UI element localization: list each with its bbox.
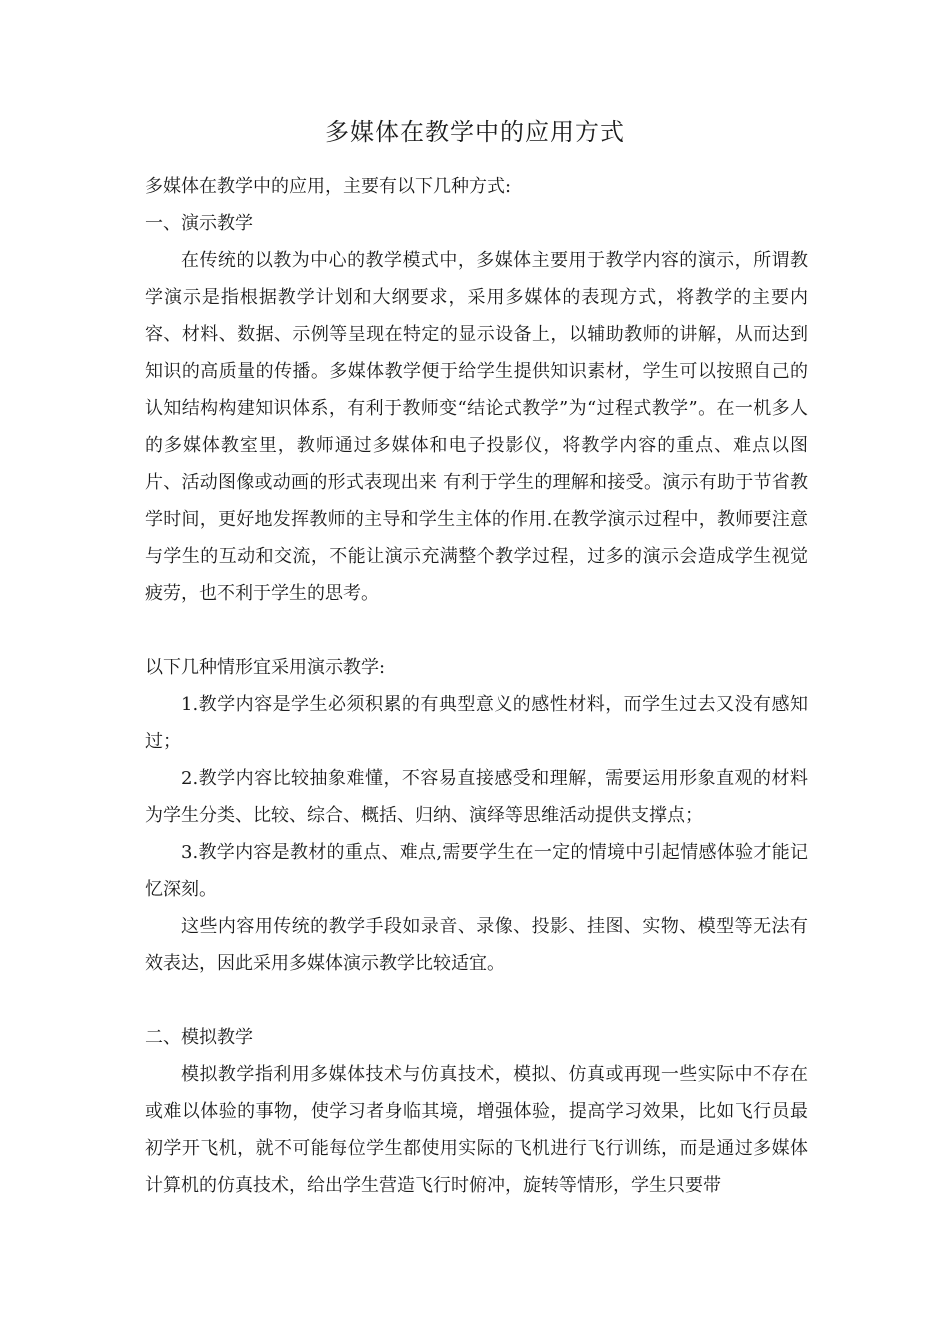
section-heading-simulation: 二、模拟教学	[145, 1027, 253, 1048]
intro-paragraph: 多媒体在教学中的应用，主要有以下几种方式:	[145, 176, 512, 197]
section-heading-demonstration: 一、演示教学	[145, 213, 253, 234]
document-body	[145, 168, 808, 1204]
case-item-1: 1.教学内容是学生必须积累的有典型意义的感性材料，而学生过去又没有感知过；	[145, 694, 808, 752]
paragraph-gap	[145, 612, 808, 649]
demonstration-paragraph: 在传统的以教为中心的教学模式中，多媒体主要用于教学内容的演示，所谓教学演示是指根据教学计划和大纲要求，采用多媒体的表现方式，将教学的主要内容、材料、数据、示例等呈现在特定的显示设备上，以辅助教师的讲解，从而达到知识的高质量的传播。多媒体教学便于给学生提供知识素材，学生可以按照自己的认知结构构建知识体系，有利于教师变“结论式教学”为“过程式教学”。在一机多人的多媒体教室里，教师通过多媒体和电子投影仪，将教学内容的重点、难点以图片、活动图像或动画的形式表现出来 有利于学生的理解和接受。演示有助于节省教学时间，更好地发挥教师的主导和学生主体的作用.在教学演示过程中，教师要注意与学生的互动和交流，不能让演示充满整个教学过程，过多的演示会造成学生视觉疲劳，也不利于学生的思考。	[145, 250, 808, 604]
simulation-paragraph: 模拟教学指利用多媒体技术与仿真技术，模拟、仿真或再现一些实际中不存在或难以体验的事物，使学习者身临其境，增强体验，提高学习效果，比如飞行员最初学开飞机，就不可能每位学生都使用实际的飞机进行飞行训练，而是通过多媒体计算机的仿真技术，给出学生营造飞行时俯冲，旋转等情形，学生只要带	[145, 1064, 808, 1196]
paragraph-gap	[145, 982, 808, 1019]
document-title: 多媒体在教学中的应用方式	[325, 118, 625, 146]
cases-intro: 以下几种情形宜采用演示教学:	[145, 657, 386, 678]
case-item-2: 2.教学内容比较抽象难懂，不容易直接感受和理解，需要运用形象直观的材料为学生分类、比较、综合、概括、归纳、演绎等思维活动提供支撑点；	[145, 768, 808, 826]
case-item-3: 3.教学内容是教材的重点、难点,需要学生在一定的情境中引起情感体验才能记忆深刻。	[145, 842, 808, 900]
demonstration-conclusion: 这些内容用传统的教学手段如录音、录像、投影、挂图、实物、模型等无法有效表达，因此采用多媒体演示教学比较适宜。	[145, 916, 808, 974]
